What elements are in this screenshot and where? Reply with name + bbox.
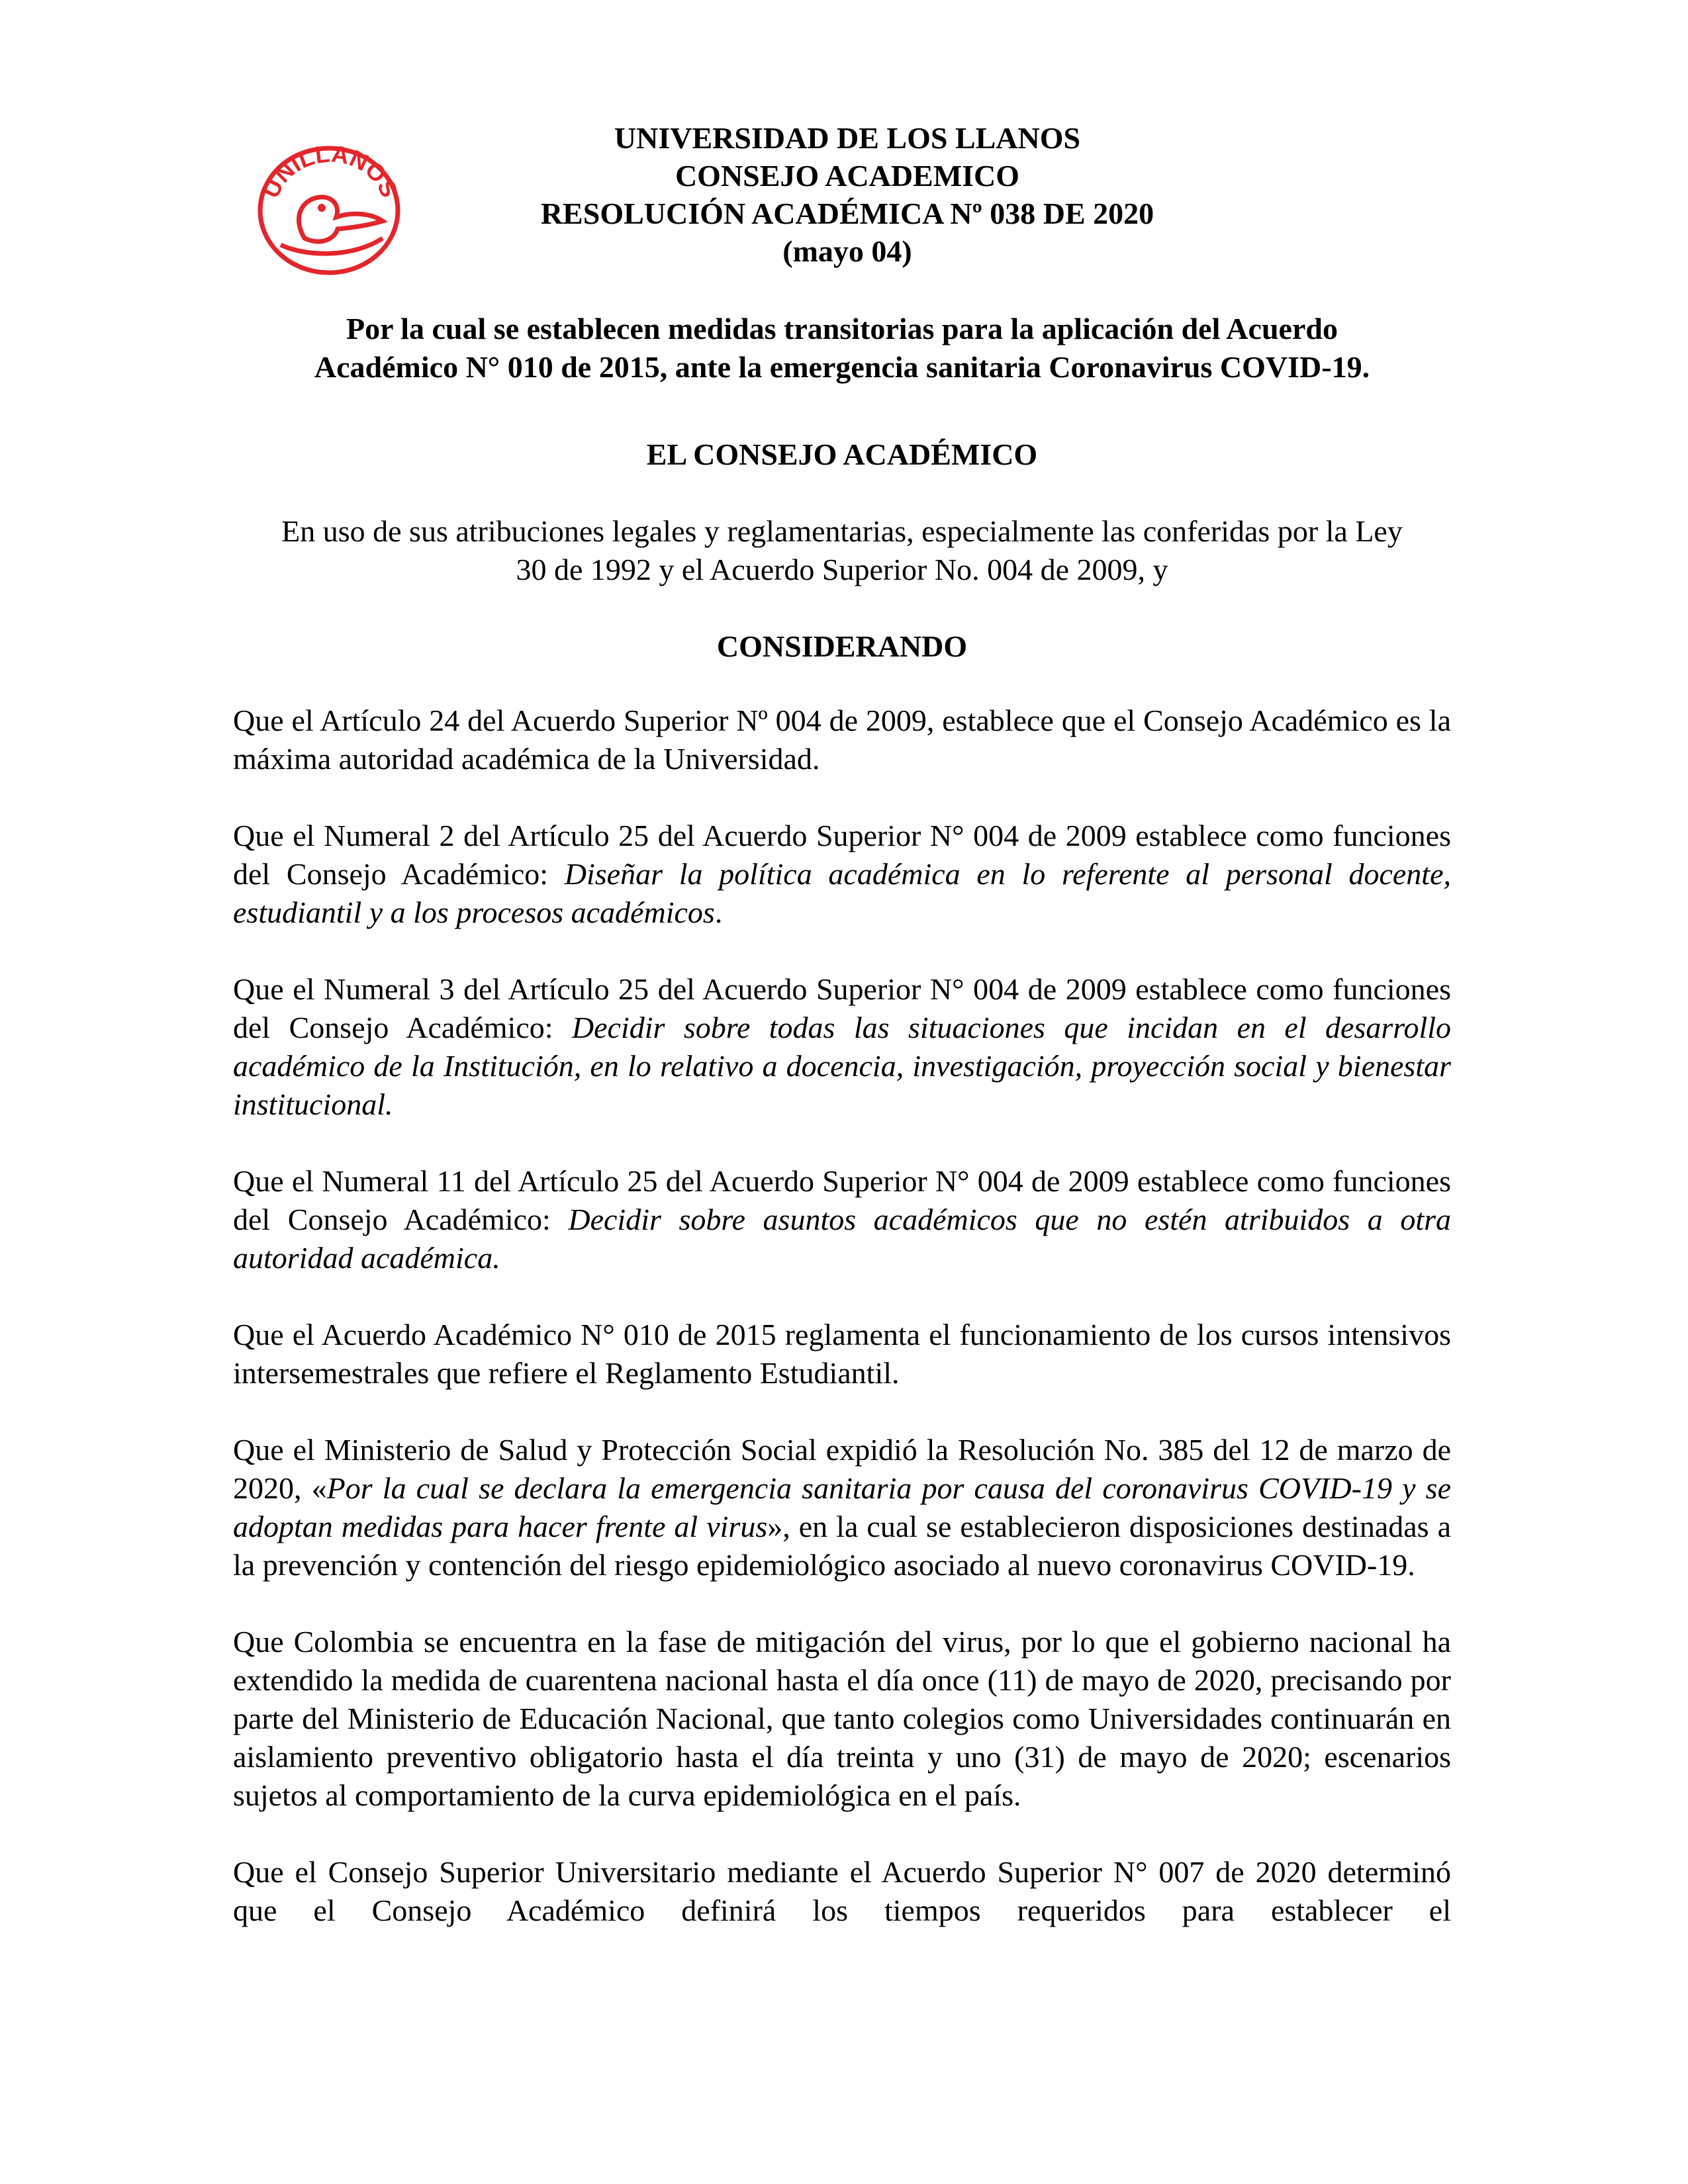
paragraph (233, 1316, 1451, 1392)
paragraph (233, 1623, 1451, 1815)
document-header (463, 119, 1231, 270)
paragraph-text: . (714, 895, 723, 929)
paragraph-text: », en la cual se establecieron disposiciones destinadas a la prevención y contención del riesgo epidemiológico asociado al nuevo coronavirus COVID-19. (233, 1510, 1451, 1582)
council-title: EL CONSEJO ACADÉMICO (646, 437, 1038, 471)
quoted-text: Por la cual se declara la emergencia sanitaria por causa del coronavirus COVID-19 y se adoptan medidas para hacer frente al virus (233, 1471, 1452, 1543)
resolution-date: (mayo 04) (782, 234, 912, 268)
paragraph-text: Que el Artículo 24 del Acuerdo Superior Nº 004 de 2009, establece que el Consejo Académico es la máxima autoridad académica de la Universidad. (233, 704, 1451, 776)
paragraph-text: Que el Acuerdo Académico N° 010 de 2015 reglamenta el funcionamiento de los cursos intensivos intersemestrales que refiere el Reglamento Estudiantil. (233, 1318, 1451, 1390)
quoted-text: Decidir sobre asuntos académicos que no estén atribuidos a otra autoridad académica. (233, 1203, 1451, 1275)
paragraph (233, 1853, 1451, 1930)
paragraph (233, 970, 1451, 1124)
resolution-number: RESOLUCIÓN ACADÉMICA Nº 038 DE 2020 (540, 197, 1154, 230)
intro-text (233, 512, 1451, 589)
considerando-title: CONSIDERANDO (716, 629, 968, 663)
subject-line-2: Académico N° 010 de 2015, ante la emergencia sanitaria Coronavirus COVID-19. (314, 350, 1370, 384)
paragraph-text: Que el Ministerio de Salud y Protección Social expidió la Resolución No. 385 del 12 de marzo de 2020, « (233, 1433, 1451, 1505)
paragraph-text: Que el Consejo Superior Universitario mediante el Acuerdo Superior N° 007 de 2020 determinó que el Consejo Académico definirá los tiempos requeridos para establecer el (233, 1855, 1451, 1927)
intro-line-1: En uso de sus atribuciones legales y reglamentarias, especialmente las conferidas por la Ley (281, 514, 1403, 548)
council-name: CONSEJO ACADEMICO (675, 159, 1020, 193)
paragraph-text: Que Colombia se encuentra en la fase de mitigación del virus, por lo que el gobierno nacional ha extendido la medida de cuarentena nacional hasta el día once (11) de mayo de 2020, precisando por parte del Ministerio de Educación Nacional, que tanto colegios como Universidades continuarán en aislamiento preventivo obligatorio hasta el día treinta y uno (31) de mayo de 2020; escenarios sujetos al comportamiento de la curva epidemiológica en el país. (233, 1625, 1451, 1812)
seal-text: UNILLANOS (256, 140, 404, 203)
paragraph-text: Que el Numeral 11 del Artículo 25 del Acuerdo Superior N° 004 de 2009 establece como funciones del Consejo Académico: (233, 1164, 1451, 1236)
paragraph (233, 1162, 1451, 1277)
paragraph (233, 702, 1451, 778)
university-seal-icon (253, 139, 405, 278)
quoted-text: Diseñar la política académica en lo referente al personal docente, estudiantil y a los procesos académicos (233, 857, 1452, 929)
paragraph (233, 817, 1451, 932)
intro-line-2: 30 de 1992 y el Acuerdo Superior No. 004 de 2009, y (516, 553, 1168, 586)
university-name: UNIVERSIDAD DE LOS LLANOS (614, 121, 1081, 155)
subject-line-1: Por la cual se establecen medidas transitorias para la aplicación del Acuerdo (346, 312, 1338, 345)
paragraph-text: Que el Numeral 3 del Artículo 25 del Acuerdo Superior N° 004 de 2009 establece como funciones del Consejo Académico: (233, 972, 1451, 1044)
document-body (233, 702, 1451, 1968)
quoted-text: Decidir sobre todas las situaciones que incidan en el desarrollo académico de la Institución, en lo relativo a docencia, investigación, proyección social y bienestar institucional. (233, 1011, 1452, 1121)
paragraph-text: Que el Numeral 2 del Artículo 25 del Acuerdo Superior N° 004 de 2009 establece como funciones del Consejo Académico: (233, 819, 1451, 891)
paragraph (233, 1431, 1451, 1584)
resolution-subject (233, 310, 1451, 387)
